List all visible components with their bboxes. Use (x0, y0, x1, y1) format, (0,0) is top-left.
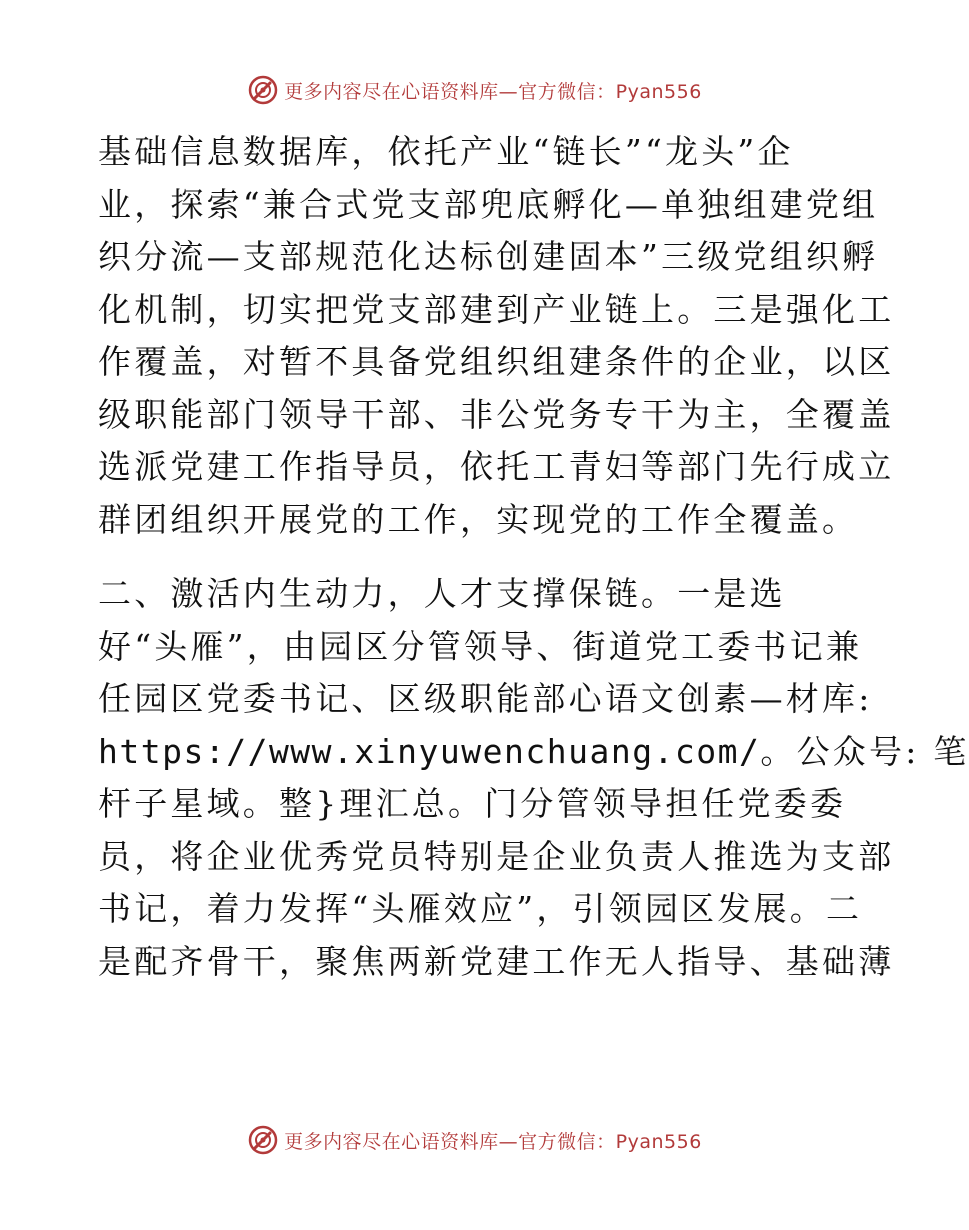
text-line: 化机制，切实把党支部建到产业链上。三是强化工 (98, 289, 895, 329)
text-line: 作覆盖，对暂不具备党组织组建条件的企业，以区 (98, 342, 895, 381)
text-line: 织分流—支部规范化达标创建固本”三级党组织孵 (98, 237, 879, 276)
text-fragment: 。公众号: 笔 (760, 731, 969, 771)
text-line: 任园区党委书记、区级职能部心语文创素—材库: (98, 679, 873, 718)
header-banner-text: 更多内容尽在心语资料库—官方微信：Pyan556 (284, 80, 702, 103)
paragraph-2 (98, 568, 969, 988)
seal-logo-icon (248, 75, 278, 105)
text-line: 是配齐骨干，聚焦两新党建工作无人指导、基础薄 (98, 941, 895, 981)
paragraph-1 (98, 126, 895, 546)
text-line: 书记，着力发挥“头雁效应”，引领园区发展。二 (98, 889, 863, 928)
text-line: 杆子星域。整}理汇总。门分管领导担任党委委 (98, 784, 847, 823)
footer-banner-text: 更多内容尽在心语资料库—官方微信：Pyan556 (284, 1130, 702, 1153)
seal-logo-icon (248, 1125, 278, 1155)
footer-banner (0, 1120, 950, 1160)
header-banner (0, 70, 950, 110)
text-line: 级职能部门领导干部、非公党务专干为主，全覆盖 (98, 394, 895, 434)
section-heading-line: 二、激活内生动力，人才支撑保链。一是选 (98, 574, 786, 613)
text-line: 群团组织开展党的工作，实现党的工作全覆盖。 (98, 499, 859, 539)
text-line: 员，将企业优秀党员特别是企业负责人推选为支部 (98, 836, 895, 876)
text-line: 好“头雁”，由园区分管领导、街道党工委书记兼 (98, 626, 863, 666)
text-line: 选派党建工作指导员，依托工青妇等部门先行成立 (98, 447, 895, 486)
website-url-link[interactable]: https://www.xinyuwenchuang.com/ (98, 731, 761, 771)
paragraph-gap (98, 546, 858, 568)
text-line: 业，探索“兼合式党支部兜底孵化—单独组建党组 (98, 184, 879, 224)
text-line: 基础信息数据库，依托产业“链长”“龙头”企 (98, 132, 794, 171)
document-body (98, 126, 969, 988)
url-line (98, 726, 969, 779)
